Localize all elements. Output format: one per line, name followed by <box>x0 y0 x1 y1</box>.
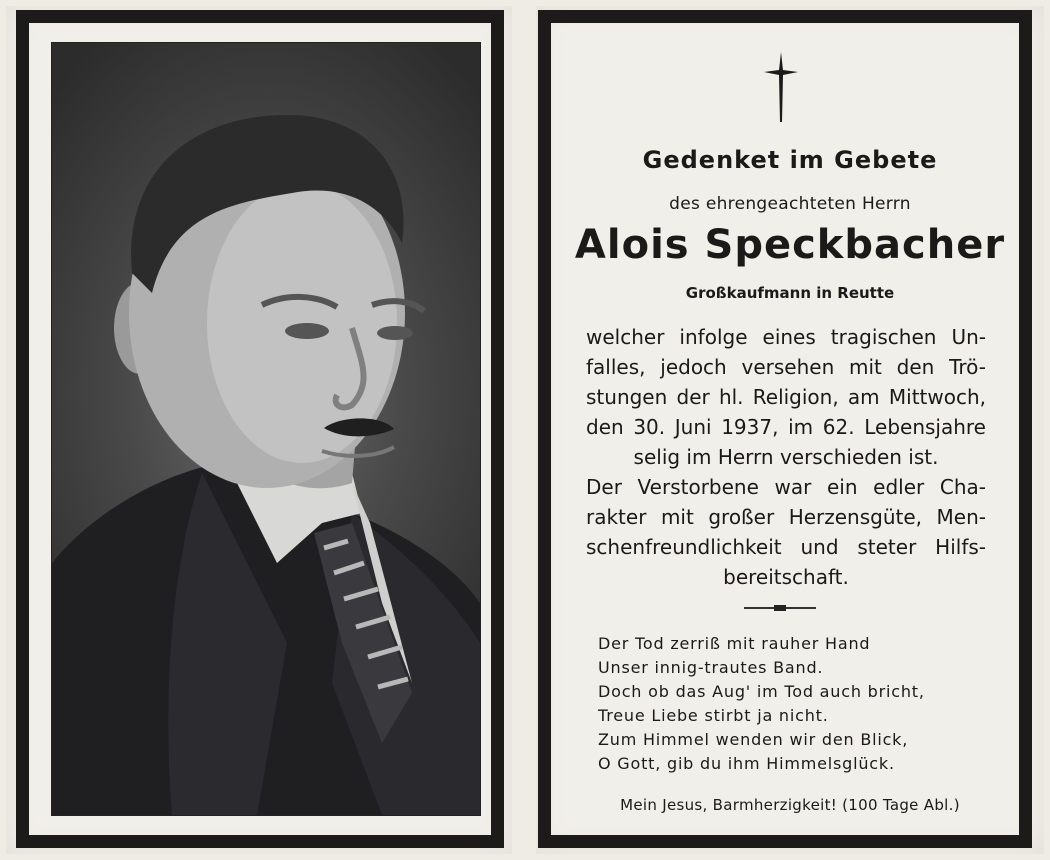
card-heading: Gedenket im Gebete <box>642 146 938 174</box>
obituary-line: stungen der hl. Religion, am Mittwoch, <box>586 385 986 409</box>
obituary-line: selig im Herrn verschieden ist. <box>633 445 939 469</box>
obituary-line: den 30. Juni 1937, im 62. Lebensjahre <box>586 415 986 439</box>
poem-line: Zum Himmel wenden wir den Blick, <box>598 730 909 749</box>
divider-mark <box>774 605 786 611</box>
obituary-text <box>586 322 986 592</box>
obituary-line: Der Verstorbene war ein edler Cha- <box>586 475 986 499</box>
portrait-card <box>6 6 512 854</box>
poem-line: Unser innig-trautes Band. <box>598 658 824 677</box>
obituary-line: welcher infolge eines tragischen Un- <box>586 325 986 349</box>
poem-line: Doch ob das Aug' im Tod auch bricht, <box>598 682 925 701</box>
poem-line: O Gott, gib du ihm Himmelsglück. <box>598 754 895 773</box>
poem-line: Treue Liebe stirbt ja nicht. <box>598 706 829 725</box>
obituary-line: falles, jedoch versehen mit den Trö- <box>586 355 986 379</box>
occupation-line: Großkaufmann in Reutte <box>685 284 895 302</box>
latin-cross-icon <box>762 50 800 124</box>
prayer-line: Mein Jesus, Barmherzigkeit! (100 Tage Abl.) <box>620 796 960 814</box>
obituary-line: bereitschaft. <box>723 565 849 589</box>
deceased-name: Alois Speckbacher <box>574 222 1006 268</box>
memorial-text-card <box>536 6 1044 854</box>
poem-line: Der Tod zerriß mit rauher Hand <box>598 634 871 653</box>
obituary-line: schenfreundlichkeit und steter Hilfs- <box>586 535 986 559</box>
card-subheading: des ehrengeachteten Herrn <box>669 194 911 214</box>
memorial-poem <box>598 632 998 776</box>
obituary-line: rakter mit großer Herzensgüte, Men- <box>586 505 986 529</box>
portrait-photo <box>51 42 481 816</box>
man-portrait-icon <box>52 43 480 815</box>
